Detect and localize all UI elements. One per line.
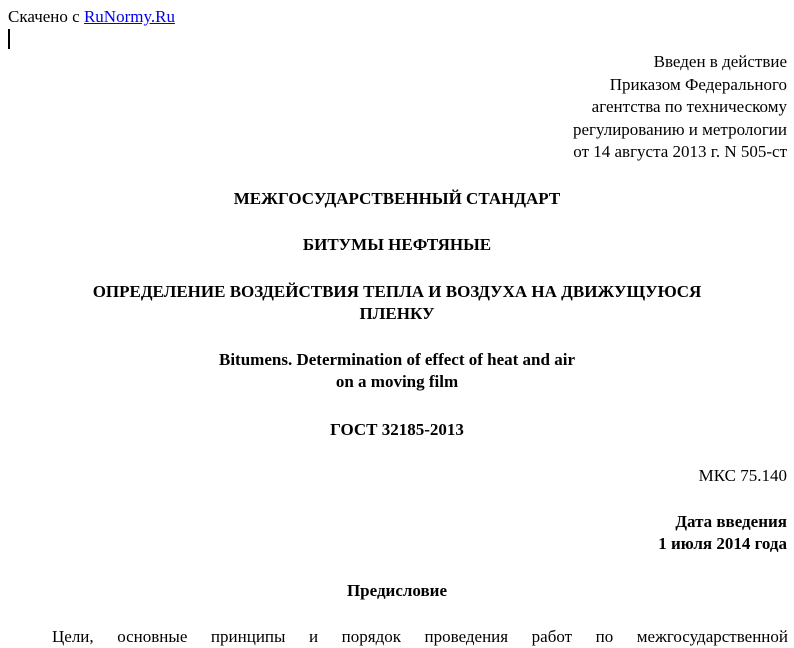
introduction-date: [658, 511, 787, 555]
enactment-line: регулированию и метрологии: [572, 119, 787, 139]
english-title-line: Bitumens. Determination of effect of heat and air: [219, 350, 575, 369]
subtitle-line: ПЛЕНКУ: [359, 304, 435, 323]
english-title-line: on a moving film: [335, 372, 459, 391]
enactment-line: Приказом Федерального: [609, 74, 787, 94]
preface-paragraph: Цели, основные принципы и порядок проведения работ по межгосударственной: [52, 627, 788, 646]
enactment-block: [573, 51, 787, 164]
preface-heading: Предисловие: [346, 581, 448, 600]
english-title: [0, 349, 794, 393]
subtitle-line: ОПРЕДЕЛЕНИЕ ВОЗДЕЙСТВИЯ ТЕПЛА И ВОЗДУХА НА ДВИЖУЩУЮСЯ: [92, 282, 702, 301]
source-link[interactable]: RuNormy.Ru: [83, 7, 175, 26]
text-cursor: [8, 29, 10, 49]
gost-number: ГОСТ 32185-2013: [330, 420, 464, 439]
date-label: Дата введения: [675, 512, 787, 531]
enactment-line: Введен в действие: [653, 52, 787, 71]
standard-subtitle: [0, 281, 794, 325]
enactment-line: агентства по техническому: [591, 97, 787, 116]
date-value: 1 июля 2014 года: [658, 534, 787, 553]
enactment-line: от 14 августа 2013 г. N 505-ст: [573, 142, 787, 161]
standard-heading: МЕЖГОСУДАРСТВЕННЫЙ СТАНДАРТ: [233, 189, 561, 208]
source-prefix: Скачено с: [8, 7, 80, 26]
source-line: [8, 6, 175, 28]
standard-title: БИТУМЫ НЕФТЯНЫЕ: [302, 235, 492, 254]
mks-code: МКС 75.140: [698, 466, 787, 485]
